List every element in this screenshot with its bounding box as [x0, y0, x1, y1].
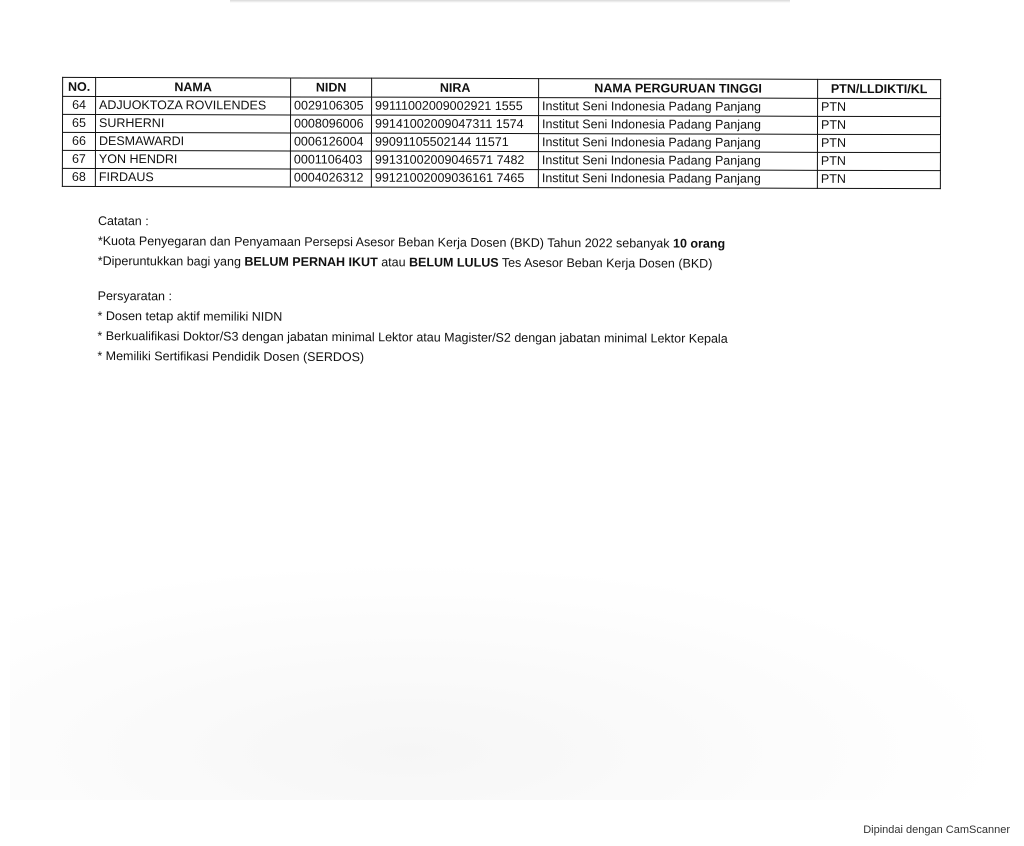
cell-ptn: PTN: [817, 152, 940, 170]
cell-no: 67: [62, 150, 95, 168]
cell-nama: DESMAWARDI: [95, 132, 290, 151]
requirement-nidn: * Dosen tetap aktif memiliki NIDN: [97, 308, 283, 324]
paper-edge-shadow: [230, 0, 790, 3]
note-eligibility: [98, 251, 818, 274]
table-row: [63, 114, 941, 134]
cell-nira: 99141002009047311 1574: [371, 115, 538, 133]
cell-nira: 99131002009046571 7482: [371, 151, 538, 169]
cell-no: 65: [63, 114, 96, 132]
table-row: [62, 132, 940, 152]
header-perguruan-tinggi: NAMA PERGURUAN TINGGI: [539, 79, 818, 99]
cell-nidn: 0029106305: [291, 97, 372, 115]
table-row: [62, 150, 940, 170]
cell-perguruan-tinggi: Institut Seni Indonesia Padang Panjang: [538, 152, 817, 171]
note-quota-text: *Kuota Penyegaran dan Penyamaan Persepsi Asesor Beban Kerja Dosen (BKD) Tahun 2022 sebanyak: [97, 233, 674, 251]
scan-shading: [10, 560, 1010, 800]
cell-nidn: 0008096006: [290, 115, 371, 133]
note-eligibility-bold-2: BELUM LULUS: [408, 255, 499, 270]
persyaratan-heading: Persyaratan :: [97, 288, 173, 304]
cell-perguruan-tinggi: Institut Seni Indonesia Padang Panjang: [539, 98, 818, 117]
cell-nama: YON HENDRI: [95, 150, 290, 169]
cell-nidn: 0001106403: [290, 151, 371, 169]
cell-nira: 99091105502144 11571: [371, 133, 538, 151]
header-nidn: NIDN: [291, 78, 372, 97]
camscanner-watermark: Dipindai dengan CamScanner: [863, 824, 1010, 836]
header-ptn: PTN/LLDIKTI/KL: [818, 79, 941, 98]
cell-nama: ADJUOKTOZA ROVILENDES: [96, 96, 291, 115]
cell-nira: 99111002009002921 1555: [372, 97, 539, 115]
assessor-table: [62, 77, 941, 189]
cell-ptn: PTN: [817, 116, 940, 134]
header-nira: NIRA: [372, 78, 539, 97]
cell-nira: 99121002009036161 7465: [371, 169, 538, 187]
requirement-serdos: * Memiliki Sertifikasi Pendidik Dosen (SERDOS): [97, 348, 365, 365]
cell-perguruan-tinggi: Institut Seni Indonesia Padang Panjang: [538, 116, 817, 135]
cell-no: 66: [62, 132, 95, 150]
table-row: [62, 168, 940, 188]
cell-no: 64: [63, 96, 96, 114]
requirement-qualification: * Berkualifikasi Doktor/S3 dengan jabatan minimal Lektor atau Magister/S2 dengan jabatan minimal Lektor Kepala: [97, 328, 728, 346]
header-no: NO.: [63, 77, 96, 96]
note-eligibility-text-1: *Diperuntukkan bagi yang: [97, 253, 245, 269]
cell-nama: FIRDAUS: [95, 168, 290, 187]
notes-section: [97, 211, 818, 369]
cell-ptn: PTN: [818, 98, 941, 116]
note-eligibility-bold-1: BELUM PERNAH IKUT: [244, 254, 378, 270]
cell-nama: SURHERNI: [96, 114, 291, 133]
cell-ptn: PTN: [817, 170, 940, 188]
header-nama: NAMA: [96, 77, 291, 97]
table-row: [63, 96, 941, 116]
note-quota-count: 10 orang: [672, 236, 726, 251]
note-eligibility-text-3: Tes Asesor Beban Kerja Dosen (BKD): [498, 255, 713, 271]
note-eligibility-text-2: atau: [377, 255, 410, 270]
cell-no: 68: [62, 168, 95, 186]
cell-nidn: 0004026312: [290, 169, 371, 187]
cell-nidn: 0006126004: [290, 133, 371, 151]
cell-perguruan-tinggi: Institut Seni Indonesia Padang Panjang: [538, 170, 817, 189]
table-header-row: [63, 77, 941, 98]
cell-ptn: PTN: [817, 134, 940, 152]
catatan-heading: Catatan :: [97, 213, 149, 229]
cell-perguruan-tinggi: Institut Seni Indonesia Padang Panjang: [538, 134, 817, 153]
